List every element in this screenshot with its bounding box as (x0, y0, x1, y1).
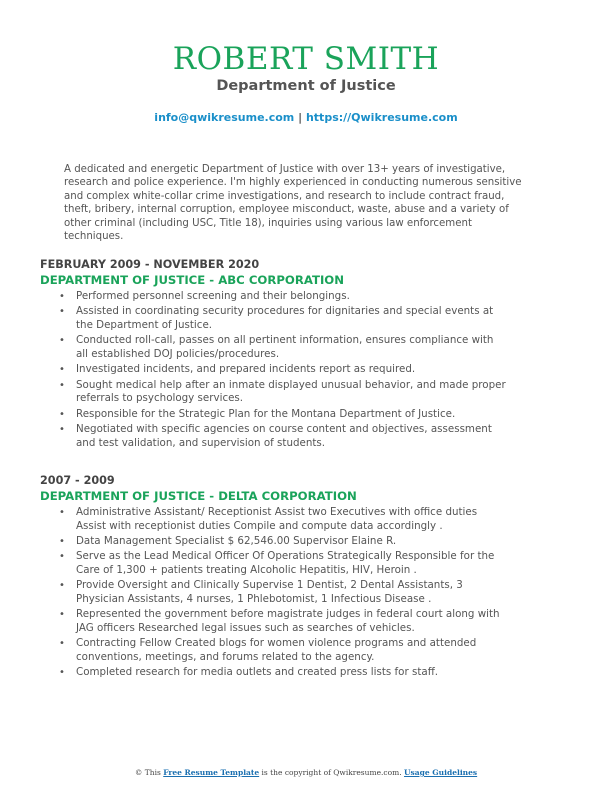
list-item (59, 608, 508, 635)
job-entry-1 (40, 258, 550, 452)
list-item-text: Administrative Assistant/ Receptionist Assist two Executives with office duties Assist with receptionist duties Compile and compute data accordingly . (76, 506, 478, 532)
list-item (59, 305, 508, 332)
job-dates: FEBRUARY 2009 - NOVEMBER 2020 (40, 258, 260, 271)
email-link[interactable]: info@qwikresume.com (154, 111, 295, 124)
bullet-icon: • (59, 667, 65, 679)
footer-middle: is the copyright of Qwikresume.com. (259, 768, 405, 777)
list-item-text: Data Management Specialist $ 62,546.00 Supervisor Elaine R. (76, 535, 397, 547)
contact-line (0, 110, 612, 126)
copyright-footer (0, 768, 612, 778)
list-item (59, 506, 508, 533)
list-item (59, 579, 508, 606)
list-item-text: Completed research for media outlets and created press lists for staff. (76, 666, 439, 679)
list-item-text: Performed personnel screening and their belongings. (76, 290, 350, 302)
job-title: DEPARTMENT OF JUSTICE - DELTA CORPORATION (40, 489, 357, 503)
bullet-icon: • (59, 507, 65, 518)
job-title: DEPARTMENT OF JUSTICE - ABC CORPORATION (40, 273, 345, 287)
job-dates: 2007 - 2009 (40, 474, 115, 487)
list-item (59, 535, 508, 549)
candidate-name: ROBERT SMITH (172, 41, 440, 77)
bullet-icon: • (59, 291, 65, 302)
list-item-text: Conducted roll-call, passes on all pertinent information, ensures compliance with all established DOJ policies/procedures. (76, 334, 494, 360)
job-bullet-list (40, 506, 550, 680)
list-item-text: Responsible for the Strategic Plan for the Montana Department of Justice. (76, 407, 456, 420)
bullet-icon: • (59, 408, 65, 420)
candidate-subtitle: Department of Justice (216, 78, 396, 94)
list-item-text: Represented the government before magistrate judges in federal court along with JAG officers Researched legal issues such as searches of vehicles. (76, 608, 500, 634)
list-item (59, 290, 508, 304)
list-item (59, 422, 508, 450)
list-item-text: Investigated incidents, and prepared incidents report as required. (76, 363, 416, 376)
summary-paragraph: A dedicated and energetic Department of Justice with over 13+ years of investigative, research and police experience. I'm highly experienced in conducting numerous sensitive and complex white-collar crime investigations, and research to include contract fraud, theft, bribery, internal corruption, employee misconduct, waste, abuse and a variety of other criminal (including USC, Title 18), inquiries using various law enforcement techniques. (64, 164, 522, 243)
contact-separator: | (294, 111, 306, 124)
list-item-text: Provide Oversight and Clinically Supervise 1 Dentist, 2 Dental Assistants, 3 Physician Assistants, 4 nurses, 1 Phlebotomist, 1 Infectious Disease . (76, 579, 463, 605)
list-item (59, 378, 508, 406)
list-item-text: Contracting Fellow Created blogs for women violence programs and attended conventions, meetings, and forums related to the agency. (76, 637, 477, 663)
list-item (59, 637, 508, 664)
job-bullet-list (40, 290, 550, 450)
bullet-icon: • (59, 364, 65, 376)
website-link[interactable]: https://Qwikresume.com (305, 111, 458, 124)
list-item-text: Negotiated with specific agencies on course content and objectives, assessment and test validation, and supervision of students. (76, 422, 492, 449)
bullet-icon: • (59, 335, 65, 347)
list-item-text: Assisted in coordinating security procedures for dignitaries and special events at the Department of Justice. (76, 305, 494, 331)
list-item-text: Serve as the Lead Medical Officer Of Operations Strategically Responsible for the Care of 1,300 + patients treating Alcoholic Hepatitis, HIV, Heroin . (76, 550, 495, 576)
list-item (59, 407, 508, 422)
footer-prefix: © This (134, 768, 164, 777)
bullet-icon: • (59, 306, 65, 318)
bullet-icon: • (59, 580, 65, 592)
list-item-text: Sought medical help after an inmate displayed unusual behavior, and made proper referrals to psychology services. (76, 378, 506, 405)
bullet-icon: • (59, 536, 65, 547)
list-item (59, 363, 508, 377)
bullet-icon: • (59, 379, 65, 391)
bullet-icon: • (59, 423, 65, 435)
free-resume-template-link[interactable]: Free Resume Template (163, 768, 260, 777)
bullet-icon: • (59, 551, 65, 563)
list-item (59, 334, 508, 361)
list-item (59, 666, 508, 680)
bullet-icon: • (59, 609, 65, 621)
list-item (59, 550, 508, 577)
usage-guidelines-link[interactable]: Usage Guidelines (404, 768, 478, 777)
bullet-icon: • (59, 638, 65, 650)
job-entry-2 (40, 474, 550, 682)
